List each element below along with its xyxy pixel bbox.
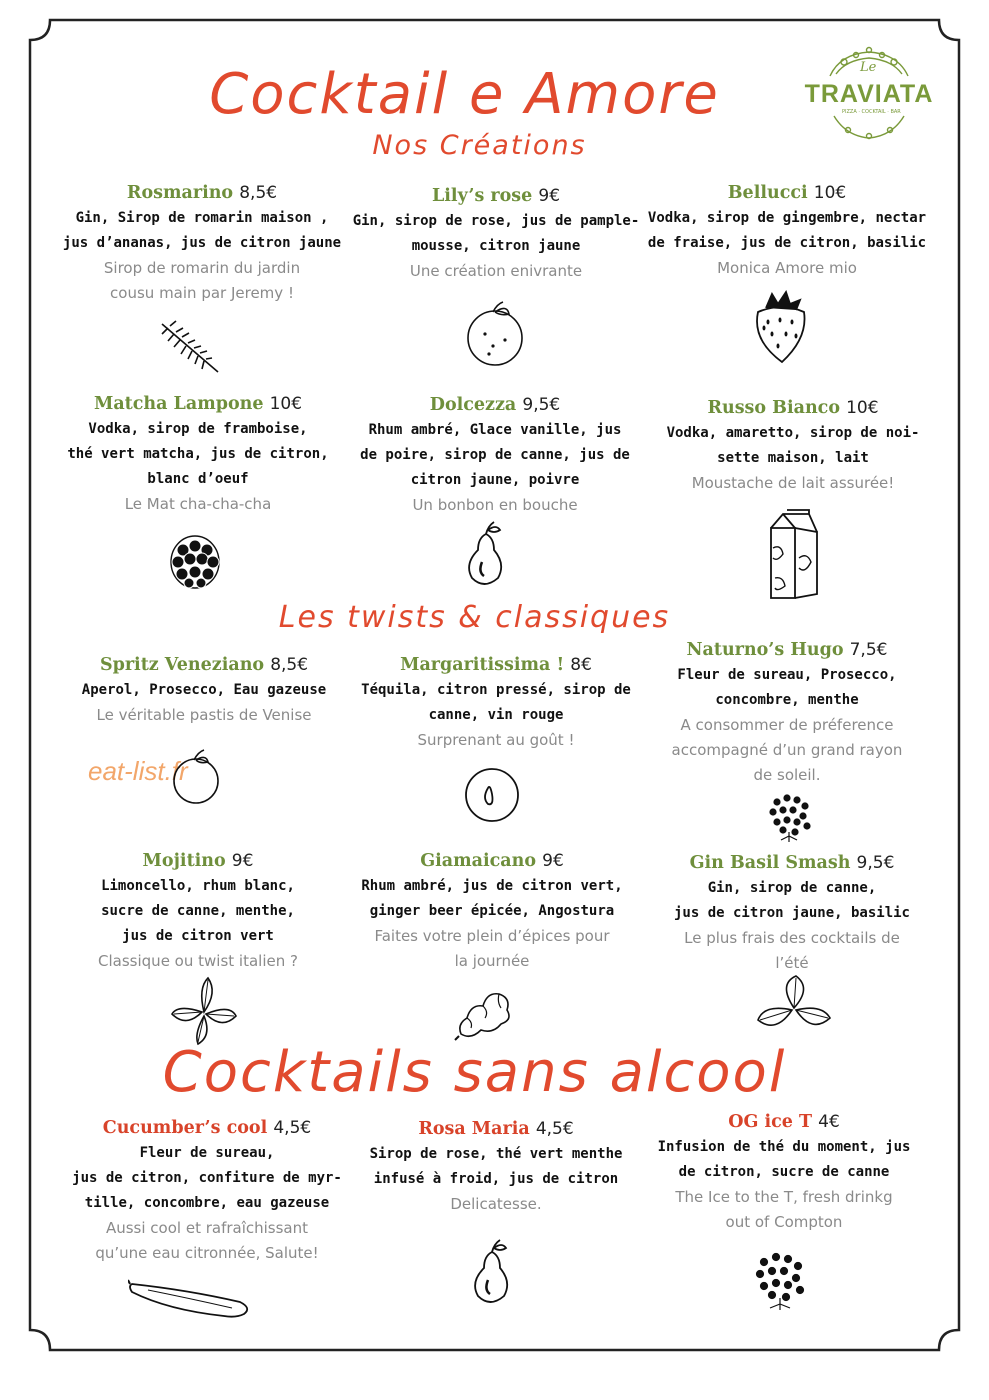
item-price: 9€ xyxy=(538,186,561,206)
item-note: out of Compton xyxy=(725,1213,843,1231)
section-title-twists: Les twists & classiques xyxy=(278,600,671,635)
menu-item-rosmarino xyxy=(52,181,352,306)
item-desc: Rhum ambré, Glace vanille, jus xyxy=(368,422,622,438)
menu-item-dolcezza xyxy=(345,393,645,518)
mint-icon xyxy=(168,974,240,1046)
item-desc: tille, concombre, eau gazeuse xyxy=(84,1195,330,1211)
item-desc: blanc d’oeuf xyxy=(147,471,249,487)
item-name: Matcha Lampone xyxy=(93,394,264,414)
item-desc: de fraise, jus de citron, basilic xyxy=(647,235,927,251)
menu-item-russo-bianco xyxy=(643,396,943,496)
menu-item-og-ice-t xyxy=(634,1110,934,1235)
item-name: OG ice T xyxy=(728,1112,813,1132)
item-desc: Sirop de rose, thé vert menthe xyxy=(369,1146,623,1162)
item-desc: Gin, sirop de rose, jus de pample- xyxy=(352,213,640,229)
item-name: Rosmarino xyxy=(126,183,234,203)
item-desc: Limoncello, rhum blanc, xyxy=(101,878,295,894)
item-desc: Fleur de sureau, xyxy=(139,1145,275,1161)
item-desc: jus d’ananas, jus de citron jaune xyxy=(62,235,342,251)
item-name: Lily’s rose xyxy=(431,186,533,206)
item-price: 4,5€ xyxy=(535,1119,574,1139)
item-note: de soleil. xyxy=(753,766,821,784)
item-price: 4,5€ xyxy=(273,1118,312,1138)
item-desc: infusé à froid, jus de citron xyxy=(373,1171,619,1187)
item-price: 9,5€ xyxy=(522,395,561,415)
item-desc: mousse, citron jaune xyxy=(411,238,581,254)
item-note: Moustache de lait assurée! xyxy=(691,474,895,492)
logo-name: TRAVIATA xyxy=(804,80,934,108)
item-name: Mojitino xyxy=(142,851,226,871)
item-desc: Gin, Sirop de romarin maison , xyxy=(75,210,329,226)
item-price: 9€ xyxy=(542,851,564,871)
item-desc: jus de citron jaune, basilic xyxy=(673,905,910,921)
grapefruit-icon xyxy=(463,300,527,368)
ginger-icon xyxy=(453,984,515,1042)
menu-item-margaritissima xyxy=(346,653,646,753)
item-desc: sucre de canne, menthe, xyxy=(101,903,295,919)
item-desc: citron jaune, poivre xyxy=(410,472,580,488)
item-name: Rosa Maria xyxy=(418,1119,530,1139)
item-name: Spritz Veneziano xyxy=(99,655,265,675)
menu-item-rosa-maria xyxy=(346,1117,646,1217)
page-title: Cocktail e Amore xyxy=(209,62,720,127)
logo-le: Le xyxy=(860,60,877,75)
menu-item-matcha-lampone xyxy=(48,392,348,517)
item-name: Dolcezza xyxy=(429,395,517,415)
page-subtitle: Nos Créations xyxy=(372,130,587,161)
traviata-logo xyxy=(800,46,938,141)
item-desc: jus de citron, confiture de myr- xyxy=(72,1170,342,1186)
item-price: 10€ xyxy=(269,394,303,414)
rosemary-icon xyxy=(158,318,222,376)
cucumber-icon xyxy=(128,1276,252,1320)
item-note: qu’une eau citronnée, Salute! xyxy=(95,1244,319,1262)
item-note: Le Mat cha-cha-cha xyxy=(124,495,272,513)
menu-item-bellucci xyxy=(637,181,937,281)
item-note: Sirop de romarin du jardin xyxy=(103,259,301,277)
item-note: Le plus frais des cocktails de xyxy=(684,929,900,947)
item-price: 8,5€ xyxy=(239,183,278,203)
item-name: Naturno’s Hugo xyxy=(686,640,844,660)
section-title-sans-alcool: Cocktails sans alcool xyxy=(162,1040,787,1105)
item-price: 9,5€ xyxy=(856,853,895,873)
item-desc: Rhum ambré, jus de citron vert, xyxy=(361,878,623,894)
menu-item-giamaicano xyxy=(342,849,642,974)
item-note: Une création enivrante xyxy=(409,262,583,280)
milk-carton-icon xyxy=(765,508,823,600)
watermark: eat-list.fr xyxy=(88,756,188,786)
item-desc: sette maison, lait xyxy=(717,450,869,466)
item-note: la journée xyxy=(454,952,530,970)
menu-item-gin-basil-smash xyxy=(642,851,942,976)
menu-item-naturnos-hugo xyxy=(637,638,937,788)
item-desc: concombre, menthe xyxy=(715,692,859,708)
elderflower-icon xyxy=(765,792,815,844)
pear-icon xyxy=(466,1238,516,1306)
menu-item-spritz-veneziano xyxy=(54,653,354,728)
item-desc: Fleur de sureau, Prosecco, xyxy=(677,667,897,683)
item-note: The Ice to the T, fresh drinkg xyxy=(675,1188,893,1206)
item-note: Surprenant au goût ! xyxy=(417,731,575,749)
item-note: A consommer de préference xyxy=(680,716,894,734)
item-note: Aussi cool et rafraîchissant xyxy=(105,1219,309,1237)
item-price: 4€ xyxy=(818,1112,840,1132)
menu-item-mojitino xyxy=(48,849,348,974)
item-desc: de citron, sucre de canne xyxy=(678,1164,890,1180)
logo-tagline: PIZZA · COCKTAIL · BAR xyxy=(842,109,901,115)
item-desc: Vodka, amaretto, sirop de noi- xyxy=(666,425,920,441)
item-name: Russo Bianco xyxy=(707,398,841,418)
menu-item-lilys-rose xyxy=(346,184,646,284)
item-price: 10€ xyxy=(846,398,879,418)
orange-icon xyxy=(170,748,222,806)
item-desc: Vodka, sirop de framboise, xyxy=(88,421,308,437)
item-note: Monica Amore mio xyxy=(717,259,857,277)
item-name: Giamaicano xyxy=(420,851,537,871)
item-price: 8,5€ xyxy=(270,655,309,675)
item-name: Gin Basil Smash xyxy=(689,853,851,873)
item-desc: Gin, sirop de canne, xyxy=(707,880,877,896)
item-note: accompagné d’un grand rayon xyxy=(671,741,903,759)
item-name: Margaritissima ! xyxy=(400,655,565,675)
basil-icon xyxy=(756,974,832,1036)
item-desc: Téquila, citron pressé, sirop de xyxy=(361,682,631,698)
item-price: 7,5€ xyxy=(849,640,888,660)
pear-icon xyxy=(460,520,510,588)
item-price: 10€ xyxy=(813,183,847,203)
item-desc: thé vert matcha, jus de citron, xyxy=(67,446,329,462)
item-price: 9€ xyxy=(231,851,254,871)
raspberry-icon xyxy=(168,532,222,590)
item-desc: de poire, sirop de canne, jus de xyxy=(360,447,630,463)
item-note: Le véritable pastis de Venise xyxy=(96,706,312,724)
item-note: cousu main par Jeremy ! xyxy=(110,284,294,302)
item-note: Delicatesse. xyxy=(450,1195,542,1213)
menu-item-cucumbers-cool xyxy=(57,1116,357,1266)
item-name: Bellucci xyxy=(727,183,808,203)
plum-icon xyxy=(462,766,522,824)
item-desc: Infusion de thé du moment, jus xyxy=(657,1139,911,1155)
item-note: Faites votre plein d’épices pour xyxy=(374,927,610,945)
item-desc: jus de citron vert xyxy=(122,928,274,944)
elderflower-icon xyxy=(752,1250,810,1312)
item-note: l’été xyxy=(775,954,809,972)
item-note: Un bonbon en bouche xyxy=(412,496,578,514)
item-desc: canne, vin rouge xyxy=(428,707,564,723)
strawberry-icon xyxy=(748,290,812,366)
item-name: Cucumber’s cool xyxy=(102,1118,268,1138)
item-desc: ginger beer épicée, Angostura xyxy=(369,903,615,919)
item-price: 8€ xyxy=(570,655,592,675)
item-note: Classique ou twist italien ? xyxy=(98,952,298,970)
item-desc: Vodka, sirop de gingembre, nectar xyxy=(647,210,927,226)
item-desc: Aperol, Prosecco, Eau gazeuse xyxy=(81,682,327,698)
